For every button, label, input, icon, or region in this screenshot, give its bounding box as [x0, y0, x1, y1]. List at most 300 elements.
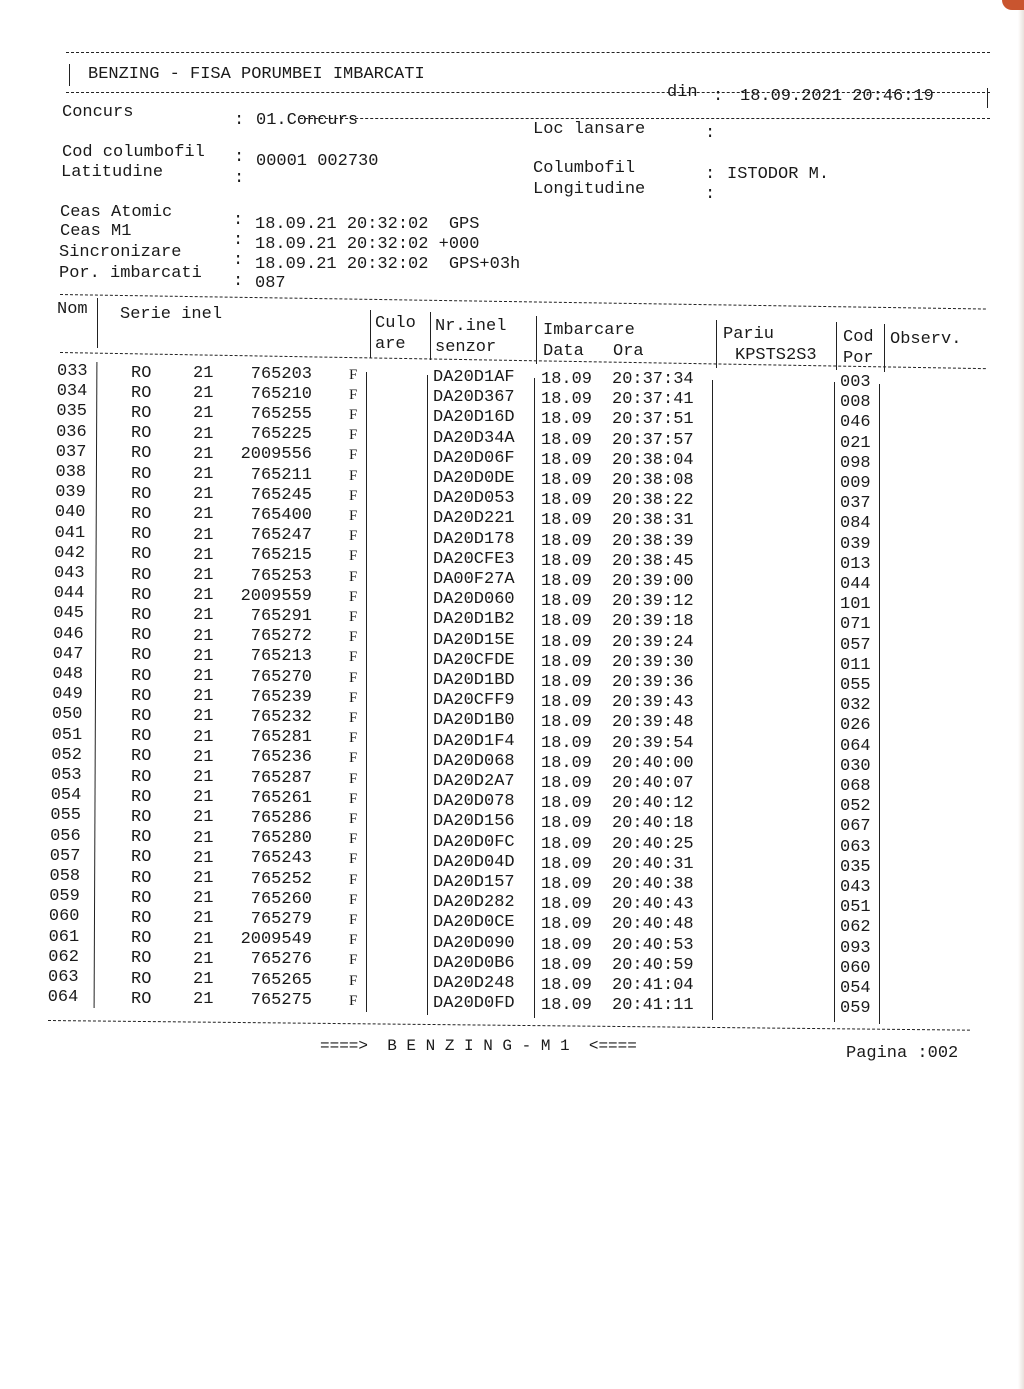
- sex-cell: F: [349, 709, 358, 726]
- sensor-cell: DA00F27A: [433, 570, 515, 589]
- time-cell: 20:38:04: [612, 450, 694, 470]
- country-cell: RO: [131, 525, 152, 545]
- ring-number-cell: 765213: [250, 647, 312, 667]
- cod-por-cell: 057: [840, 635, 871, 655]
- date-cell: 18.09: [541, 430, 593, 450]
- header-top-border: [66, 52, 990, 53]
- cod-por-cell: 064: [840, 736, 871, 756]
- ring-number-cell: 2009549: [240, 930, 312, 950]
- ring-number-cell: 765211: [250, 465, 312, 485]
- sensor-cell: DA20D053: [433, 489, 515, 509]
- cod-por-cell: 062: [840, 918, 871, 938]
- country-cell: RO: [131, 626, 152, 646]
- col-divider: [536, 316, 537, 364]
- colon: :: [233, 231, 244, 250]
- country-cell: RO: [131, 929, 152, 949]
- nom-cell: 062: [48, 947, 79, 967]
- cod-por-cell: 009: [840, 474, 871, 493]
- ring-number-cell: 2009559: [240, 586, 312, 606]
- year-cell: 21: [193, 424, 214, 444]
- date-cell: 18.09: [541, 794, 593, 814]
- ceas-atomic-label: Ceas Atomic: [60, 203, 173, 222]
- cod-por-cell: 059: [840, 999, 871, 1019]
- cod-por-cell: 051: [840, 898, 871, 918]
- country-cell: RO: [131, 949, 152, 969]
- cod-por-cell: 021: [840, 433, 871, 453]
- ring-number-cell: 765210: [250, 384, 312, 404]
- sex-cell: F: [349, 447, 358, 464]
- columbofil-value: ISTODOR M.: [727, 165, 830, 184]
- year-cell: 21: [193, 485, 214, 505]
- ring-number-cell: 765261: [250, 788, 312, 808]
- year-cell: 21: [193, 444, 214, 464]
- sex-cell: F: [349, 507, 358, 524]
- date-cell: 18.09: [541, 370, 593, 389]
- year-cell: 21: [193, 970, 214, 989]
- footer-banner: ====> B E N Z I N G - M 1 <====: [320, 1037, 637, 1055]
- col-pariu: Pariu: [723, 325, 775, 344]
- ring-number-cell: 765232: [250, 707, 312, 727]
- nom-cell: 046: [53, 624, 84, 644]
- time-cell: 20:40:59: [612, 955, 694, 975]
- date-cell: 18.09: [541, 410, 593, 430]
- country-cell: RO: [131, 484, 152, 504]
- year-cell: 21: [193, 828, 214, 848]
- cod-por-cell: 043: [840, 878, 871, 897]
- colon: :: [705, 185, 716, 204]
- date-cell: 18.09: [541, 733, 593, 753]
- sensor-cell: DA20D0FC: [433, 832, 515, 852]
- sex-cell: F: [349, 972, 358, 989]
- nom-cell: 049: [52, 685, 83, 705]
- country-cell: RO: [131, 706, 152, 726]
- time-cell: 20:40:53: [612, 935, 694, 955]
- country-cell: RO: [131, 545, 152, 565]
- cod-por-cell: 039: [840, 534, 871, 554]
- col-data: Data: [543, 342, 584, 361]
- page-number: Pagina :002: [846, 1044, 959, 1063]
- sensor-cell: DA20D060: [433, 590, 515, 610]
- time-cell: 20:40:25: [612, 834, 694, 854]
- country-cell: RO: [131, 383, 152, 403]
- table-bottom-border: [48, 1020, 970, 1031]
- sensor-cell: DA20D1AF: [433, 368, 515, 387]
- sex-cell: F: [349, 588, 358, 605]
- sensor-cell: DA20D1F4: [433, 731, 515, 751]
- nom-cell: 059: [49, 887, 80, 907]
- date-cell: 18.09: [541, 390, 593, 410]
- por-imbarcati-value: 087: [255, 274, 286, 293]
- date-cell: 18.09: [541, 875, 593, 894]
- year-cell: 21: [193, 465, 214, 484]
- year-cell: 21: [193, 505, 214, 525]
- country-cell: RO: [131, 666, 152, 686]
- sex-cell: F: [349, 750, 358, 767]
- sensor-cell: DA20D090: [433, 933, 515, 953]
- cod-por-cell: 052: [840, 797, 871, 817]
- date-cell: 18.09: [541, 834, 593, 854]
- sensor-cell: DA20D1B0: [433, 711, 515, 731]
- ring-number-cell: 765265: [250, 970, 312, 990]
- sensor-cell: DA20D0B6: [433, 953, 515, 973]
- year-cell: 21: [193, 747, 214, 767]
- sensor-cell: DA20D0DE: [433, 469, 515, 488]
- nom-cell: 043: [54, 564, 85, 583]
- country-cell: RO: [131, 989, 152, 1009]
- year-cell: 21: [193, 606, 214, 626]
- country-cell: RO: [131, 363, 152, 383]
- sex-cell: F: [349, 548, 358, 565]
- country-cell: RO: [131, 868, 152, 888]
- nom-cell: 045: [53, 604, 84, 624]
- nom-cell: 048: [52, 665, 84, 684]
- date-cell: 18.09: [541, 673, 593, 692]
- sex-cell: F: [349, 629, 358, 646]
- sensor-cell: DA20D16D: [433, 408, 515, 428]
- country-cell: RO: [131, 504, 152, 524]
- country-cell: RO: [131, 464, 152, 484]
- date-cell: 18.09: [541, 976, 593, 995]
- sensor-cell: DA20D156: [433, 812, 515, 832]
- nom-cell: 036: [56, 422, 87, 442]
- latitudine-label: Latitudine: [61, 163, 164, 182]
- time-cell: 20:40:38: [612, 875, 694, 894]
- cod-por-cell: 030: [840, 756, 871, 776]
- sensor-cell: DA20D078: [433, 792, 515, 812]
- nom-cell: 040: [54, 503, 86, 523]
- year-cell: 21: [193, 525, 214, 545]
- sex-cell: F: [349, 427, 358, 444]
- cod-por-cell: 063: [840, 837, 871, 857]
- corner-mark: [1002, 0, 1024, 10]
- year-cell: 21: [193, 808, 214, 828]
- date-cell: 18.09: [541, 713, 593, 733]
- nom-cell: 037: [55, 442, 87, 462]
- nom-cell: 053: [51, 766, 82, 785]
- colon: :: [233, 272, 244, 291]
- cod-por-cell: 008: [840, 393, 871, 413]
- country-cell: RO: [131, 767, 152, 787]
- cod-por-cell: 068: [840, 777, 871, 796]
- country-cell: RO: [131, 807, 152, 827]
- time-cell: 20:37:34: [612, 370, 694, 389]
- date-cell: 18.09: [541, 612, 593, 632]
- sex-cell: F: [349, 568, 358, 585]
- cod-por-cell: 060: [840, 958, 871, 978]
- year-cell: 21: [193, 586, 214, 606]
- year-cell: 21: [193, 384, 214, 404]
- sensor-cell: DA20D2A7: [433, 772, 515, 791]
- date-cell: 18.09: [541, 450, 593, 470]
- year-cell: 21: [193, 545, 214, 565]
- col-cod-2: Por: [843, 349, 874, 368]
- sex-cell: F: [349, 851, 358, 868]
- nom-cell: 035: [56, 402, 87, 422]
- sensor-cell: DA20CFDE: [433, 650, 515, 670]
- country-cell: RO: [131, 848, 152, 868]
- loc-lansare-label: Loc lansare: [533, 120, 646, 139]
- cod-por-cell: 032: [840, 696, 871, 716]
- cod-por-cell: 011: [840, 655, 871, 675]
- col-serie-inel: Serie inel: [120, 305, 223, 324]
- time-cell: 20:39:54: [612, 733, 694, 753]
- col-nr-inel-2: senzor: [435, 338, 497, 357]
- columbofil-label: Columbofil: [533, 159, 636, 178]
- col-culoare-1: Culo: [375, 314, 416, 333]
- nom-cell: 051: [51, 725, 83, 745]
- time-cell: 20:40:31: [612, 854, 694, 874]
- time-cell: 20:39:30: [612, 652, 694, 672]
- sex-cell: F: [349, 467, 358, 484]
- country-cell: RO: [131, 908, 152, 928]
- year-cell: 21: [193, 687, 214, 707]
- nom-cell: 050: [51, 705, 83, 725]
- country-cell: RO: [131, 686, 152, 706]
- year-cell: 21: [193, 909, 214, 929]
- cod-por-cell: 026: [840, 716, 871, 736]
- ring-number-cell: 765260: [250, 889, 312, 909]
- nom-cell: 061: [48, 927, 80, 947]
- time-cell: 20:39:24: [612, 632, 694, 652]
- nom-cell: 038: [55, 463, 87, 482]
- sensor-cell: DA20D068: [433, 751, 515, 771]
- cod-por-cell: 055: [840, 676, 871, 695]
- date-cell: 18.09: [541, 471, 593, 490]
- time-cell: 20:40:43: [612, 895, 694, 915]
- year-cell: 21: [193, 404, 214, 424]
- por-imbarcati-label: Por. imbarcati: [59, 264, 202, 283]
- date-cell: 18.09: [541, 935, 593, 955]
- date-cell: 18.09: [541, 632, 593, 652]
- year-cell: 21: [193, 949, 214, 969]
- col-nr-inel-1: Nr.inel: [435, 317, 507, 336]
- country-cell: RO: [131, 828, 152, 848]
- time-cell: 20:37:41: [612, 390, 694, 410]
- year-cell: 21: [193, 727, 214, 747]
- ring-number-cell: 765272: [250, 627, 312, 647]
- time-cell: 20:38:22: [612, 491, 694, 511]
- year-cell: 21: [193, 626, 214, 646]
- year-cell: 21: [193, 889, 214, 909]
- nom-cell: 034: [56, 382, 88, 402]
- sensor-cell: DA20D04D: [433, 852, 515, 872]
- time-cell: 20:40:18: [612, 814, 694, 834]
- year-cell: 21: [193, 646, 214, 666]
- nom-cell: 057: [49, 846, 81, 866]
- colon: :: [233, 211, 244, 230]
- date-cell: 18.09: [541, 511, 593, 531]
- cod-por-cell: 071: [840, 615, 871, 635]
- ring-number-cell: 765287: [250, 768, 312, 788]
- sex-cell: F: [349, 790, 358, 807]
- ring-number-cell: 765276: [250, 950, 312, 970]
- country-cell: RO: [131, 424, 152, 444]
- colon: :: [234, 111, 245, 130]
- ring-number-cell: 765275: [250, 990, 312, 1010]
- date-cell: 18.09: [541, 774, 593, 793]
- cod-por-cell: 067: [840, 817, 871, 837]
- col-divider: [716, 320, 717, 368]
- country-cell: RO: [131, 787, 152, 807]
- col-culoare-2: are: [375, 335, 406, 354]
- ring-number-cell: 765236: [250, 748, 312, 768]
- sex-cell: F: [349, 932, 358, 949]
- din-colon: :: [713, 87, 724, 106]
- header-bottom-border: [300, 118, 990, 119]
- time-cell: 20:39:12: [612, 592, 694, 612]
- ring-number-cell: 765253: [250, 566, 312, 586]
- concurs-value: 01.Concurs: [256, 111, 359, 130]
- ring-number-cell: 765255: [250, 404, 312, 424]
- sex-cell: F: [349, 770, 358, 787]
- sex-cell: F: [349, 992, 358, 1009]
- sex-cell: F: [349, 386, 358, 403]
- ring-number-cell: 765270: [250, 667, 312, 687]
- header-right-border: [987, 88, 988, 108]
- ring-number-cell: 765286: [250, 808, 312, 828]
- cod-por-cell: 044: [840, 575, 871, 594]
- ring-number-cell: 765243: [250, 849, 312, 869]
- sensor-cell: DA20CFF9: [433, 691, 515, 711]
- time-cell: 20:40:48: [612, 915, 694, 935]
- date-cell: 18.09: [541, 895, 593, 915]
- sensor-cell: DA20D248: [433, 974, 515, 993]
- date-cell: 18.09: [541, 491, 593, 511]
- country-cell: RO: [131, 969, 152, 989]
- time-cell: 20:38:39: [612, 531, 694, 551]
- ring-number-cell: 765247: [250, 526, 312, 546]
- col-divider: [430, 312, 431, 360]
- ring-number-cell: 765280: [250, 829, 312, 849]
- sex-cell: F: [349, 831, 358, 848]
- concurs-label: Concurs: [62, 103, 134, 122]
- sensor-cell: DA20CFE3: [433, 549, 515, 569]
- year-cell: 21: [193, 566, 214, 585]
- sex-cell: F: [349, 487, 358, 504]
- time-cell: 20:37:57: [612, 430, 694, 450]
- colon: :: [705, 124, 716, 143]
- nom-cell: 047: [52, 644, 84, 664]
- country-cell: RO: [131, 605, 152, 625]
- ring-number-cell: 765291: [250, 606, 312, 626]
- year-cell: 21: [193, 990, 214, 1010]
- nom-cell: 058: [49, 867, 81, 886]
- time-cell: 20:38:45: [612, 551, 694, 571]
- sex-cell: F: [349, 891, 358, 908]
- col-cod-1: Cod: [843, 328, 874, 347]
- sensor-cell: DA20D15E: [433, 630, 515, 650]
- ring-number-cell: 765252: [250, 869, 312, 889]
- cod-por-cell: 035: [840, 857, 871, 877]
- sensor-cell: DA20D178: [433, 529, 515, 549]
- date-cell: 18.09: [541, 551, 593, 571]
- header-left-border: [69, 64, 70, 86]
- year-cell: 21: [193, 869, 214, 888]
- col-divider: [97, 298, 98, 348]
- nom-cell: 054: [50, 786, 82, 806]
- cod-por-cell: 093: [840, 938, 871, 958]
- sensor-cell: DA20D0FD: [433, 994, 515, 1014]
- date-cell: 18.09: [541, 955, 593, 975]
- year-cell: 21: [193, 364, 214, 383]
- ring-number-cell: 765225: [250, 425, 312, 445]
- time-cell: 20:41:11: [612, 996, 694, 1016]
- print-datetime: 18.09.2021 20:46:19: [740, 87, 934, 106]
- sex-cell: F: [349, 406, 358, 423]
- colon: :: [234, 148, 245, 167]
- time-cell: 20:39:00: [612, 572, 694, 591]
- cod-por-cell: 003: [840, 373, 871, 392]
- time-cell: 20:40:00: [612, 753, 694, 773]
- din-label: din: [667, 83, 698, 102]
- nom-cell: 064: [47, 988, 79, 1008]
- sincronizare-label: Sincronizare: [59, 243, 182, 262]
- time-cell: 20:39:18: [612, 612, 694, 632]
- ring-number-cell: 765239: [250, 687, 312, 707]
- time-cell: 20:40:07: [612, 774, 694, 793]
- ring-number-cell: 765281: [250, 728, 312, 748]
- time-cell: 20:39:36: [612, 673, 694, 692]
- cod-por-cell: 054: [840, 979, 871, 998]
- nom-cell: 056: [50, 826, 81, 846]
- country-cell: RO: [131, 888, 152, 908]
- cod-por-cell: 046: [840, 413, 871, 433]
- country-cell: RO: [131, 444, 152, 464]
- year-cell: 21: [193, 848, 214, 868]
- year-cell: 21: [193, 929, 214, 949]
- sex-cell: F: [349, 649, 358, 666]
- col-ora: Ora: [613, 342, 644, 361]
- time-cell: 20:39:48: [612, 713, 694, 733]
- ring-number-cell: 2009556: [240, 445, 312, 465]
- sex-cell: F: [349, 366, 358, 383]
- col-imbarcare: Imbarcare: [543, 321, 635, 340]
- cod-columbofil-value: 00001 002730: [256, 152, 379, 171]
- nom-cell: 033: [57, 362, 88, 381]
- nom-cell: 055: [50, 806, 81, 826]
- document-title: BENZING - FISA PORUMBEI IMBARCATI: [88, 65, 425, 84]
- date-cell: 18.09: [541, 572, 593, 591]
- country-cell: RO: [131, 585, 152, 605]
- nom-cell: 060: [48, 907, 80, 927]
- sensor-cell: DA20D157: [433, 873, 515, 892]
- time-cell: 20:39:43: [612, 693, 694, 713]
- date-cell: 18.09: [541, 854, 593, 874]
- time-cell: 20:38:31: [612, 511, 694, 531]
- date-cell: 18.09: [541, 592, 593, 612]
- col-nom: Nom: [57, 300, 88, 319]
- longitudine-label: Longitudine: [533, 180, 646, 199]
- ceas-atomic-value: 18.09.21 20:32:02 GPS: [255, 215, 480, 234]
- sensor-cell: DA20D221: [433, 509, 515, 529]
- date-cell: 18.09: [541, 652, 593, 672]
- date-cell: 18.09: [541, 753, 593, 773]
- nom-cell: 039: [55, 483, 86, 503]
- sex-cell: F: [349, 528, 358, 545]
- sex-cell: F: [349, 730, 358, 747]
- country-cell: RO: [131, 727, 152, 747]
- sensor-cell: DA20D06F: [433, 448, 515, 468]
- nom-cell: 052: [51, 745, 82, 765]
- date-cell: 18.09: [541, 531, 593, 551]
- colon: :: [705, 165, 716, 184]
- country-cell: RO: [131, 646, 152, 666]
- sex-cell: F: [349, 689, 358, 706]
- ring-number-cell: 765279: [250, 909, 312, 929]
- col-observ: Observ.: [890, 330, 962, 349]
- sincronizare-value: 18.09.21 20:32:02 GPS+03h: [255, 255, 521, 274]
- date-cell: 18.09: [541, 693, 593, 713]
